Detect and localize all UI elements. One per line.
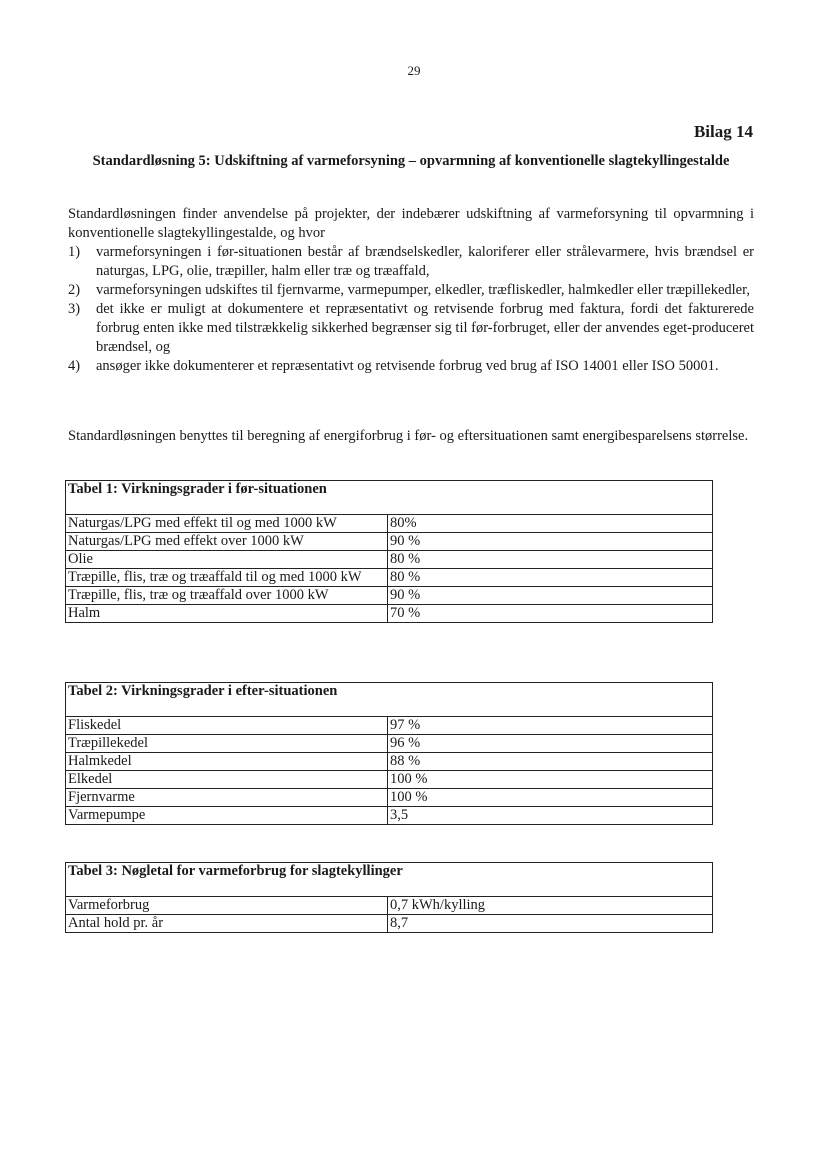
row-value: 80 % [388,551,713,569]
intro-paragraph: Standardløsningen finder anvendelse på projekter, der indebærer udskiftning af varmeforsyning til opvarmning i konventionelle slagtekyllingestalde, og hvor [68,206,754,241]
condition-number: 1) [68,244,81,260]
table-row [66,915,713,933]
row-value: 80 % [388,569,713,587]
table-row [66,515,713,533]
row-value: 80% [388,515,713,533]
condition-item [68,357,754,376]
row-label: Varmepumpe [66,807,388,825]
conditions-list [68,243,754,376]
row-value: 3,5 [388,807,713,825]
condition-number: 2) [68,282,81,298]
row-value: 88 % [388,753,713,771]
row-value: 96 % [388,735,713,753]
table-3-title: Tabel 3: Nøgletal for varmeforbrug for slagtekyllinger [66,863,713,897]
table-row [66,897,713,915]
row-label: Halmkedel [66,753,388,771]
table-3 [65,862,713,933]
table-row [66,771,713,789]
table-1 [65,480,713,623]
table-2-title: Tabel 2: Virkningsgrader i efter-situationen [66,683,713,717]
table-row [66,717,713,735]
row-label: Naturgas/LPG med effekt til og med 1000 kW [66,515,388,533]
condition-item [68,281,754,300]
table-row [66,569,713,587]
table-row [66,807,713,825]
row-label: Fjernvarme [66,789,388,807]
row-value: 90 % [388,587,713,605]
row-label: Træpillekedel [66,735,388,753]
row-value: 100 % [388,789,713,807]
page-title: Standardløsning 5: Udskiftning af varmeforsyning – opvarmning af konventionelle slagtekyllingestalde [92,153,730,169]
row-value: 97 % [388,717,713,735]
condition-item [68,300,754,357]
table-row [66,587,713,605]
row-label: Træpille, flis, træ og træaffald over 1000 kW [66,587,388,605]
table-row [66,753,713,771]
condition-text: ansøger ikke dokumenterer et repræsentativt og retvisende forbrug ved brug af ISO 14001 eller ISO 50001. [96,358,719,374]
condition-text: varmeforsyningen i før-situationen består af brændselskedler, kaloriferer eller strålevarmere, hvis brændsel er naturgas, LPG, olie, træpiller, halm eller træ og træaffald, [96,244,754,279]
row-label: Elkedel [66,771,388,789]
table-row [66,735,713,753]
condition-number: 4) [68,358,81,374]
condition-text: varmeforsyningen udskiftes til fjernvarme, varmepumper, elkedler, træfliskedler, halmkedler eller træpillekedler, [96,282,750,298]
table-2 [65,682,713,825]
row-label: Olie [66,551,388,569]
row-label: Fliskedel [66,717,388,735]
row-value: 100 % [388,771,713,789]
row-value: 90 % [388,533,713,551]
row-value: 70 % [388,605,713,623]
table-row [66,789,713,807]
table-row [66,551,713,569]
row-label: Varmeforbrug [66,897,388,915]
table-1-title: Tabel 1: Virkningsgrader i før-situationen [66,481,713,515]
row-label: Træpille, flis, træ og træaffald til og med 1000 kW [66,569,388,587]
condition-text: det ikke er muligt at dokumentere et repræsentativt og retvisende forbrug med faktura, fordi det fakturerede forbrug enten ikke med tilstrækkelig sikkerhed begrænser sig til før-forbruget, eller der anvendes eget-produceret brændsel, og [96,301,754,355]
table-row [66,605,713,623]
table-row [66,533,713,551]
row-value: 8,7 [388,915,713,933]
row-label: Antal hold pr. år [66,915,388,933]
row-value: 0,7 kWh/kylling [388,897,713,915]
row-label: Naturgas/LPG med effekt over 1000 kW [66,533,388,551]
row-label: Halm [66,605,388,623]
usage-paragraph: Standardløsningen benyttes til beregning af energiforbrug i før- og eftersituationen samt energibesparelsens størrelse. [68,428,749,444]
condition-item [68,243,754,281]
page-number: 29 [407,63,421,78]
appendix-label: Bilag 14 [693,122,753,141]
condition-number: 3) [68,301,81,317]
